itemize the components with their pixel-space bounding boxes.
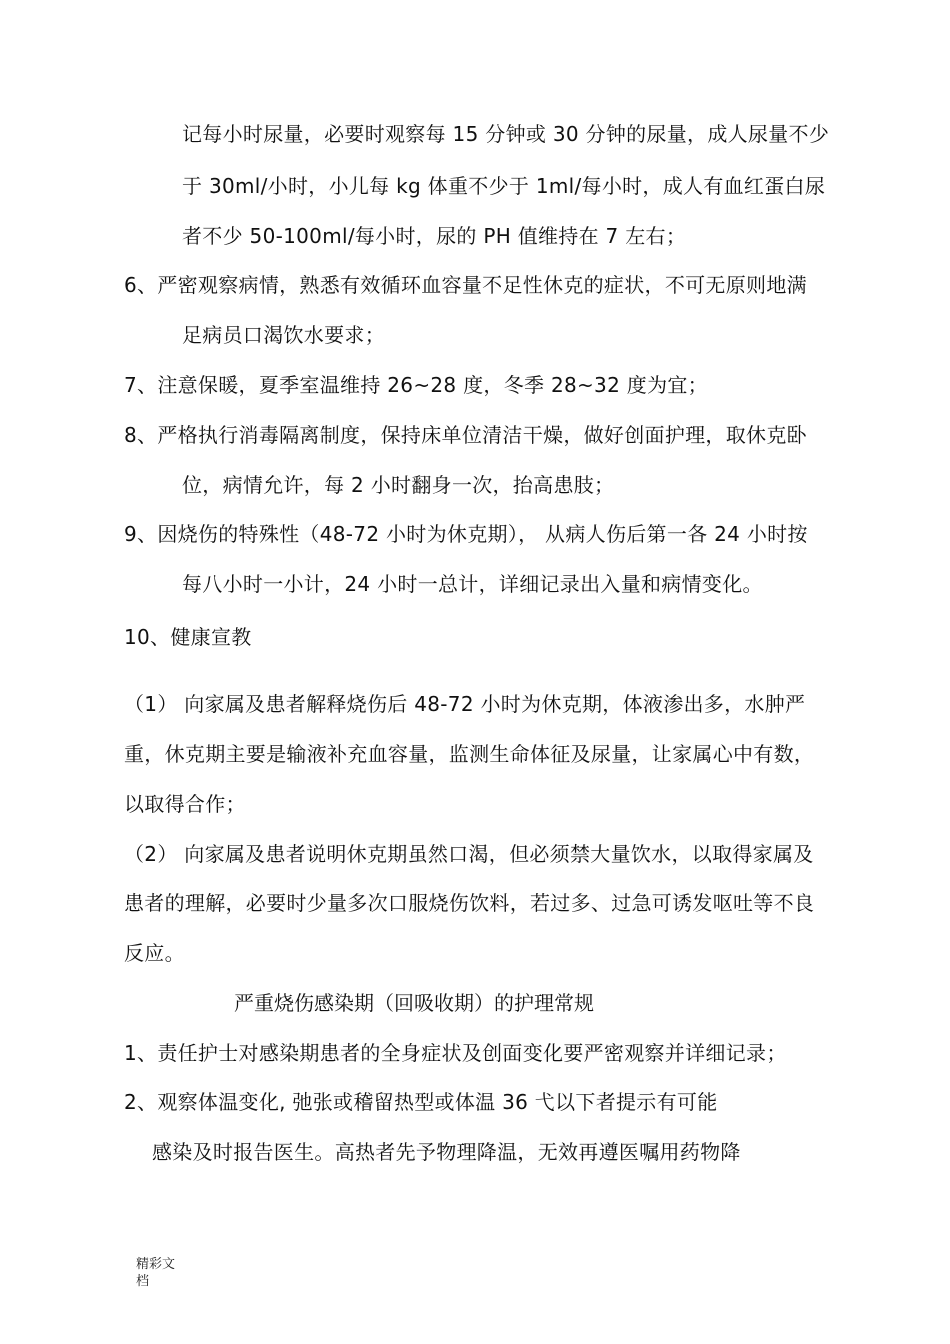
section-title: 严重烧伤感染期（回吸收期）的护理常规	[234, 991, 594, 1015]
text-line: 每八小时一小计，24 小时一总计，详细记录出入量和病情变化。	[182, 572, 763, 596]
list-item-6: 6、严密观察病情，熟悉有效循环血容量不足性休克的症状，不可无原则地满	[124, 273, 807, 297]
text-line: 于 30ml/小时，小儿每 kg 体重不少于 1ml/每小时，成人有血红蛋白尿	[182, 174, 826, 198]
footer-watermark	[136, 1256, 175, 1290]
text-line: 重，休克期主要是输液补充血容量，监测生命体征及尿量，让家属心中有数，	[124, 742, 815, 766]
list-item-7: 7、注意保暖，夏季室温维持 26~28 度，冬季 28~32 度为宜；	[124, 373, 708, 397]
text-line: 足病员口渴饮水要求；	[182, 323, 385, 347]
sub-item-1: （1） 向家属及患者解释烧伤后 48-72 小时为休克期，体液渗出多，水肿严	[124, 692, 806, 716]
list-item-2: 2、观察体温变化, 弛张或稽留热型或体温 36 弋以下者提示有可能	[124, 1090, 718, 1114]
footer-line: 精彩文	[136, 1257, 176, 1272]
text-line: 以取得合作；	[124, 792, 246, 816]
text-line: 感染及时报告医生。高热者先予物理降温，无效再遵医嘱用药物降	[152, 1140, 741, 1164]
list-item-10: 10、健康宣教	[124, 625, 252, 649]
text-line: 记每小时尿量，必要时观察每 15 分钟或 30 分钟的尿量，成人尿量不少	[182, 122, 830, 146]
text-line: 反应。	[124, 941, 185, 965]
list-item-9: 9、因烧伤的特殊性（48-72 小时为休克期）， 从病人伤后第一各 24 小时按	[124, 522, 808, 546]
text-line: 者不少 50-100ml/每小时，尿的 PH 值维持在 7 左右；	[182, 224, 687, 248]
text-line: 患者的理解，必要时少量多次口服烧伤饮料，若过多、过急可诱发呕吐等不良	[124, 891, 815, 915]
footer-line: 档	[136, 1274, 150, 1289]
list-item-8: 8、严格执行消毒隔离制度，保持床单位清洁干燥，做好创面护理，取休克卧	[124, 423, 807, 447]
sub-item-2: （2） 向家属及患者说明休克期虽然口渴，但必须禁大量饮水，以取得家属及	[124, 842, 814, 866]
list-item-1: 1、责任护士对感染期患者的全身症状及创面变化要严密观察并详细记录；	[124, 1041, 787, 1065]
text-line: 位，病情允许，每 2 小时翻身一次，抬高患肢；	[182, 473, 615, 497]
